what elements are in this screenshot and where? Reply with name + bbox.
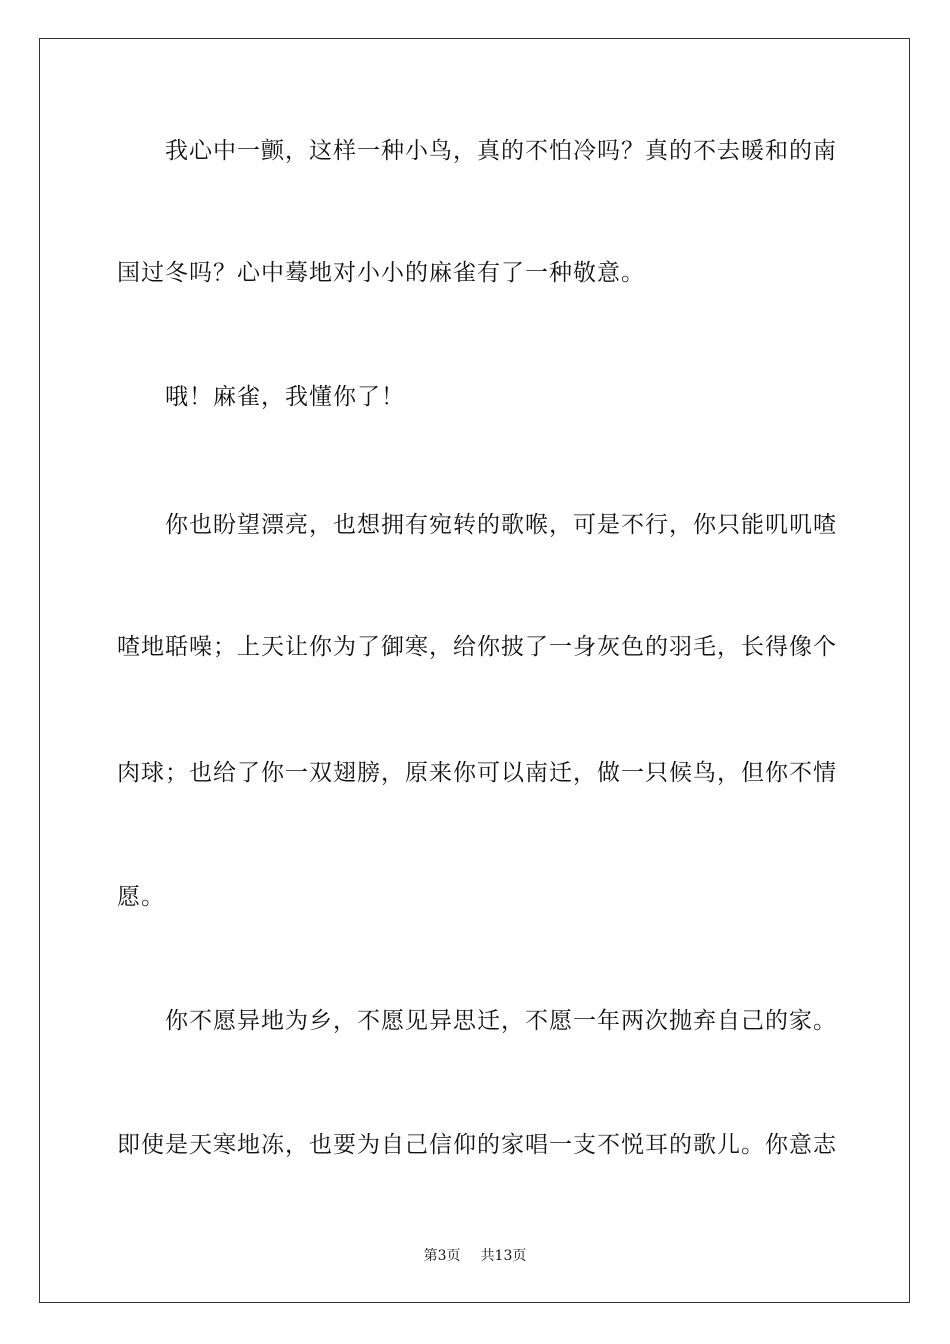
text-line-7: 愿。: [117, 884, 165, 910]
text-line-9: 即使是天寒地冻，也要为自己信仰的家唱一支不悦耳的歌儿。你意志: [117, 1132, 837, 1158]
text-line-3: 哦！麻雀，我懂你了！: [165, 384, 405, 410]
text-line-5: 喳地聒噪；上天让你为了御寒，给你披了一身灰色的羽毛，长得像个: [117, 634, 837, 660]
text-line-8: 你不愿异地为乡，不愿见异思迁，不愿一年两次抛弃自己的家。: [165, 1008, 837, 1034]
text-line-2: 国过冬吗？心中蓦地对小小的麻雀有了一种敬意。: [117, 260, 645, 286]
page-footer: [0, 1246, 950, 1266]
text-line-6: 肉球；也给了你一双翅膀，原来你可以南迁，做一只候鸟，但你不情: [117, 760, 837, 786]
text-line-4: 你也盼望漂亮，也想拥有宛转的歌喉，可是不行，你只能叽叽喳: [165, 512, 837, 538]
current-page-label: 第3页: [423, 1248, 461, 1264]
total-pages-label: 共13页: [480, 1248, 527, 1264]
text-line-1: 我心中一颤，这样一种小鸟，真的不怕冷吗？真的不去暖和的南: [165, 138, 837, 164]
page-border: [39, 38, 910, 1303]
